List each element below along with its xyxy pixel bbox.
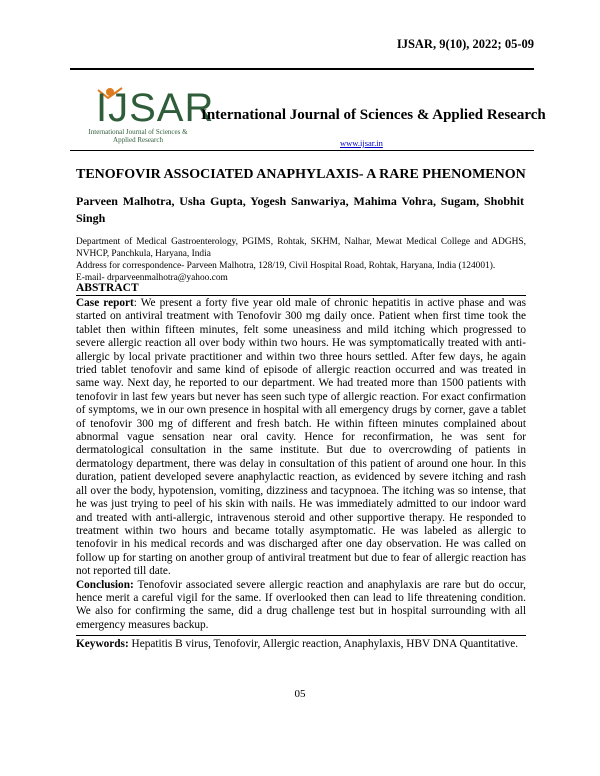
masthead-rule — [70, 150, 534, 151]
keywords-label: Keywords: — [76, 638, 129, 651]
correspondence-email: E-mail- drparveenmalhotra@yahoo.com — [76, 273, 228, 283]
journal-citation: IJSAR, 9(10), 2022; 05-09 — [396, 37, 534, 51]
page-number: 05 — [294, 688, 306, 700]
author-list: Parveen Malhotra, Usha Gupta, Yogesh Sanwariya, Mahima Vohra, Sugam, Shobhit Singh — [76, 194, 524, 225]
case-report-paragraph — [76, 297, 526, 579]
abstract-heading: ABSTRACT — [76, 282, 526, 296]
keywords-line — [76, 635, 526, 651]
journal-name: International Journal of Sciences & Applied Research — [201, 107, 546, 123]
journal-url-link[interactable]: www.ijsar.in — [340, 138, 383, 148]
abstract-section — [76, 282, 526, 652]
affiliation-block — [76, 236, 526, 284]
affiliation: Department of Medical Gastroenterology, PGIMS, Rohtak, SKHM, Nalhar, Mewat Medical College and ADGHS, NVHCP, Panchkula, Haryana, India — [76, 237, 526, 259]
article-title: TENOFOVIR ASSOCIATED ANAPHYLAXIS- A RARE PHENOMENON — [76, 167, 526, 182]
correspondence-address: Address for correspondence- Parveen Malhotra, 128/19, Civil Hospital Road, Rohtak, Haryana, India (124001). — [76, 261, 496, 271]
conclusion-paragraph — [76, 579, 526, 633]
conclusion-text: Tenofovir associated severe allergic reaction and anaphylaxis are rare but do occur, hence merit a careful vigil for the same. If overlooked then can lead to life threatening condition. We also for confirming the same, did a drug challenge test but in hospital surrounding with all emergency measures backup. — [76, 578, 526, 631]
case-report-text: : We present a forty five year old male of chronic hepatitis in active phase and was started on antiviral treatment with Tenofovir 300 mg daily once. Patient when first time took the tablet then within fifteen minutes, felt some uneasiness and mild itching which progressed to severe allergic reaction all over body within two hours. He was symptomatically treated with anti-allergic by local private practitioner and within two three hours settled. After few days, he again tried tablet tenofovir and same kind of episode of allergic reaction occurred and was treated in same way. Next day, he reported to our department. We had treated more than 1500 patients with tenofovir in last few years but never has seen such type of allergic reaction. For exact confirmation of symptoms, we in our own presence in hospital with all emergency drugs by corner, gave a tablet of tenofovir 300 mg of different and fresh batch. He within fifteen minutes complained about abnormal vague sensation near oral cavity. Hence for reconfirmation, he was sent for dermatological consultation in the same institute. But due to overcrowding of patients in dermatology department, there was delay in consultation of this patient of around one hour. In this duration, patient developed severe anaphylactic reaction, as evidenced by severe itching and rash all over the body, hypotension, vomiting, dizziness and tacypnoea. The itching was so intense, that he was just trying to peel of his skin with nails. He was immediately admitted to our indoor ward and treated with anti-allergic, intravenous steroid and other supportive therapy. He responded to treatment within two hours and became totally asymptomatic. He was labeled as allergic to tenofovir in his medical records and was discharged after one day observation. He was called on follow up for starting on another group of antiviral treatment but due to fear of allergic reaction has not reported till date. — [76, 297, 527, 578]
keywords-text: Hepatitis B virus, Tenofovir, Allergic reaction, Anaphylaxis, HBV DNA Quantitative. — [128, 638, 519, 651]
journal-logo — [88, 82, 215, 152]
logo-subtext: International Journal of Sciences & Applied Research — [88, 128, 188, 144]
conclusion-label: Conclusion: — [76, 578, 134, 591]
logo-wordmark: IJSAR — [96, 86, 215, 130]
case-report-label: Case report — [76, 297, 134, 309]
header-rule — [70, 68, 534, 70]
